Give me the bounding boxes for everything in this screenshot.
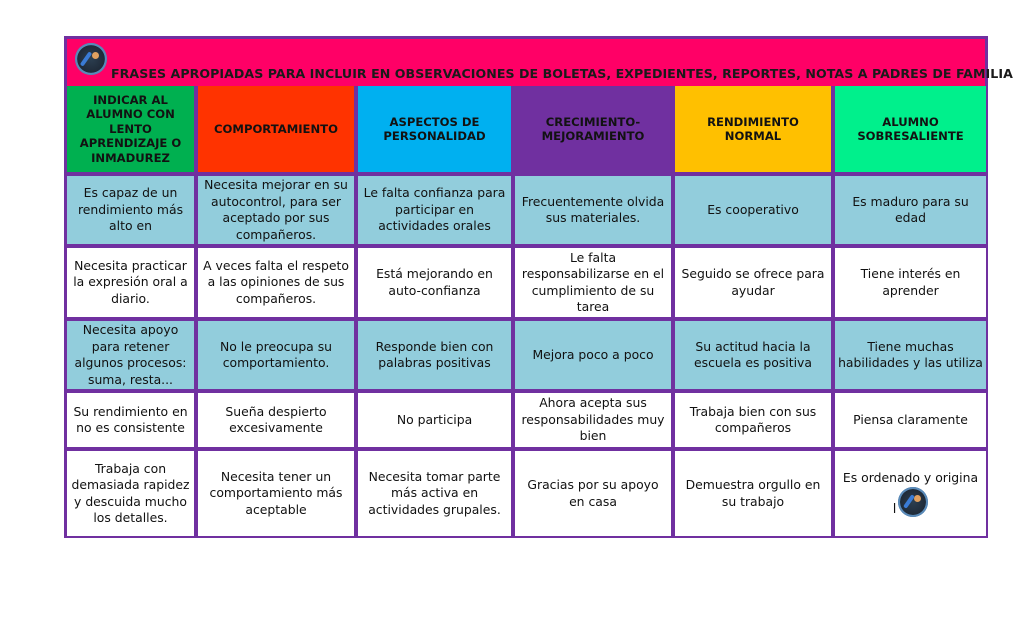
table-cell: No le preocupa su comportamiento. bbox=[198, 321, 354, 389]
table-cell: Frecuentemente olvida sus materiales. bbox=[515, 176, 671, 244]
column-header-personality: ASPECTOS DE PERSONALIDAD bbox=[358, 86, 511, 172]
table-cell: Su actitud hacia la escuela es positiva bbox=[675, 321, 831, 389]
table-cell: Necesita tener un comportamiento más aceptable bbox=[198, 451, 354, 536]
table-cell: Sueña despierto excesivamente bbox=[198, 393, 354, 447]
column-header-behavior: COMPORTAMIENTO bbox=[198, 86, 354, 172]
table-cell: Tiene interés en aprender bbox=[835, 248, 986, 317]
table-cell: Gracias por su apoyo en casa bbox=[515, 451, 671, 536]
table-cell: Es maduro para su edad bbox=[835, 176, 986, 244]
page-title: FRASES APROPIADAS PARA INCLUIR EN OBSERVACIONES DE BOLETAS, EXPEDIENTES, REPORTES, NOTAS A PADRES DE FAMILIA bbox=[111, 66, 1013, 81]
title-banner bbox=[67, 39, 1013, 86]
table-cell: Mejora poco a poco bbox=[515, 321, 671, 389]
cell-text: Es ordenado y origina bbox=[842, 469, 979, 485]
column-header-slow-learner: INDICAR AL ALUMNO CON LENTO APRENDIZAJE O INMADUREZ bbox=[67, 86, 194, 172]
table-cell: Es cooperativo bbox=[675, 176, 831, 244]
phrases-table bbox=[67, 86, 986, 536]
table-cell: Su rendimiento en no es consistente bbox=[67, 393, 194, 447]
table-cell: Le falta confianza para participar en actividades orales bbox=[358, 176, 511, 244]
table-cell: Está mejorando en auto-confianza bbox=[358, 248, 511, 317]
table-cell: No participa bbox=[358, 393, 511, 447]
column-header-growth: CRECIMIENTO-MEJORAMIENTO bbox=[515, 86, 671, 172]
table-cell: Piensa claramente bbox=[835, 393, 986, 447]
table-cell: Necesita tomar parte más activa en actividades grupales. bbox=[358, 451, 511, 536]
table-cell: Responde bien con palabras positivas bbox=[358, 321, 511, 389]
table-cell: Ahora acepta sus responsabilidades muy bien bbox=[515, 393, 671, 447]
column-header-outstanding: ALUMNO SOBRESALIENTE bbox=[835, 86, 986, 172]
table-cell: Necesita apoyo para retener algunos procesos: suma, resta... bbox=[67, 321, 194, 389]
column-header-normal-performance: RENDIMIENTO NORMAL bbox=[675, 86, 831, 172]
phrases-sheet bbox=[64, 36, 1013, 538]
logo-line bbox=[893, 487, 929, 517]
table-cell: Seguido se ofrece para ayudar bbox=[675, 248, 831, 317]
table-cell: Demuestra orgullo en su trabajo bbox=[675, 451, 831, 536]
teacher-logo-icon bbox=[75, 43, 107, 75]
table-cell: Trabaja bien con sus compañeros bbox=[675, 393, 831, 447]
table-cell: Trabaja con demasiada rapidez y descuida mucho los detalles. bbox=[67, 451, 194, 536]
table-cell: Tiene muchas habilidades y las utiliza bbox=[835, 321, 986, 389]
stray-character: l bbox=[892, 502, 897, 518]
table-cell: Le falta responsabilizarse en el cumplimiento de su tarea bbox=[515, 248, 671, 317]
table-cell: A veces falta el respeto a las opiniones de sus compañeros. bbox=[198, 248, 354, 317]
table-cell: Necesita mejorar en su autocontrol, para ser aceptado por sus compañeros. bbox=[198, 176, 354, 244]
table-cell: Necesita practicar la expresión oral a diario. bbox=[67, 248, 194, 317]
table-cell-with-logo bbox=[835, 451, 986, 536]
teacher-logo-icon bbox=[898, 487, 928, 517]
table-cell: Es capaz de un rendimiento más alto en bbox=[67, 176, 194, 244]
